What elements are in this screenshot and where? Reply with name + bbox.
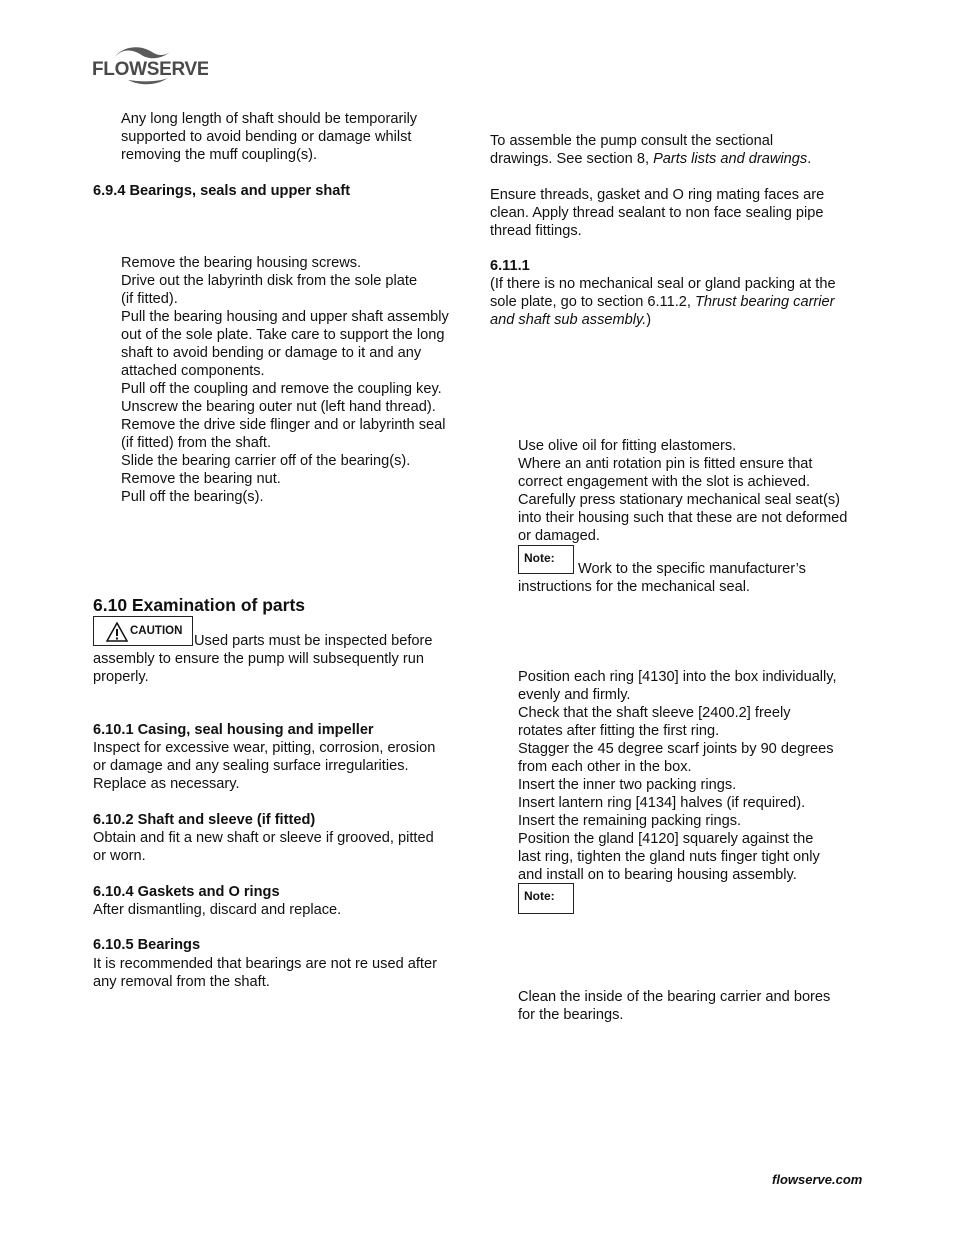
assemble-intro: To assemble the pump consult the sectional drawings. See section 8, Parts lists and drawings. xyxy=(490,133,812,167)
bearings-text: It is recommended that bearings are not re used after any removal from the shaft. xyxy=(93,956,437,990)
heading-6-10-1: 6.10.1 Casing, seal housing and impeller xyxy=(93,722,374,738)
heading-6-10: 6.10 Examination of parts xyxy=(93,595,306,615)
note-box-2: Note: xyxy=(518,883,574,914)
flowserve-logo xyxy=(92,44,208,86)
heading-6-10-5: 6.10.5 Bearings xyxy=(93,937,201,953)
note-box: Note: xyxy=(518,545,574,574)
heading-6-10-2: 6.10.2 Shaft and sleeve (if fitted) xyxy=(93,812,316,828)
bearing-carrier-clean-text: Clean the inside of the bearing carrier and bores for the bearings. xyxy=(518,989,831,1023)
gland-packing-steps: Position each ring [4130] into the box individually, evenly and firmly. Check that the shaft sleeve [2400.2] freely rotates after fitting the first ring. Stagger the 45 degree scarf joints by 90 degrees from each other in the box. Insert the inner two packing rings. Insert lantern ring [4134] halves (if required). Insert the remaining packing rings. Position the gland [4120] squarely against the last ring, tighten the gland nuts finger tight only and install on to bearing housing assembly. xyxy=(518,669,837,883)
note-text-first: Work to the specific manufacturer’s xyxy=(578,561,806,577)
gaskets-text: After dismantling, discard and replace. xyxy=(93,902,342,918)
shaft-support-note: Any long length of shaft should be temporarily supported to avoid bending or damage whilst removing the muff coupling(s). xyxy=(121,111,418,163)
footer-site: flowserve.com xyxy=(772,1172,863,1187)
svg-text:FLOWSERVE: FLOWSERVE xyxy=(92,59,208,80)
warning-triangle-icon xyxy=(106,622,128,642)
section-6-11-1-text: (If there is no mechanical seal or gland packing at the sole plate, go to section 6.11.2, Thrust bearing carrier and shaft sub assembly.) xyxy=(490,276,836,328)
shaft-sleeve-text: Obtain and fit a new shaft or sleeve if grooved, pitted or worn. xyxy=(93,830,434,864)
note-text-rest: instructions for the mechanical seal. xyxy=(518,579,750,595)
casing-inspection-text: Inspect for excessive wear, pitting, corrosion, erosion or damage and any sealing surface irregularities. Replace as necessary. xyxy=(93,740,436,792)
heading-6-9-4: 6.9.4 Bearings, seals and upper shaft xyxy=(93,183,351,199)
caution-text: assembly to ensure the pump will subsequently run properly. xyxy=(93,651,424,685)
heading-6-11-1: 6.11.1 xyxy=(490,258,530,274)
heading-6-10-4: 6.10.4 Gaskets and O rings xyxy=(93,884,280,900)
caution-text-first: Used parts must be inspected before xyxy=(194,633,433,649)
caution-box: CAUTION xyxy=(93,616,193,646)
threads-text: Ensure threads, gasket and O ring mating faces are clean. Apply thread sealant to non face sealing pipe thread fittings. xyxy=(490,187,825,239)
mechanical-seal-steps: Use olive oil for fitting elastomers. Where an anti rotation pin is fitted ensure that correct engagement with the slot is achieved. Carefully press stationary mechanical seal seat(s) into their housing such that these are not deformed or damaged. xyxy=(518,438,848,544)
bearings-removal-steps: Remove the bearing housing screws. Drive out the labyrinth disk from the sole plate (if fitted). Pull the bearing housing and upper shaft assembly out of the sole plate. Take care to support the long shaft to avoid bending or damage to it and any attached components. Pull off the coupling and remove the coupling key. Unscrew the bearing outer nut (left hand thread). Remove the drive side flinger and or labyrinth seal (if fitted) from the shaft. Slide the bearing carrier off of the bearing(s). Remove the bearing nut. Pull off the bearing(s). xyxy=(121,255,449,505)
